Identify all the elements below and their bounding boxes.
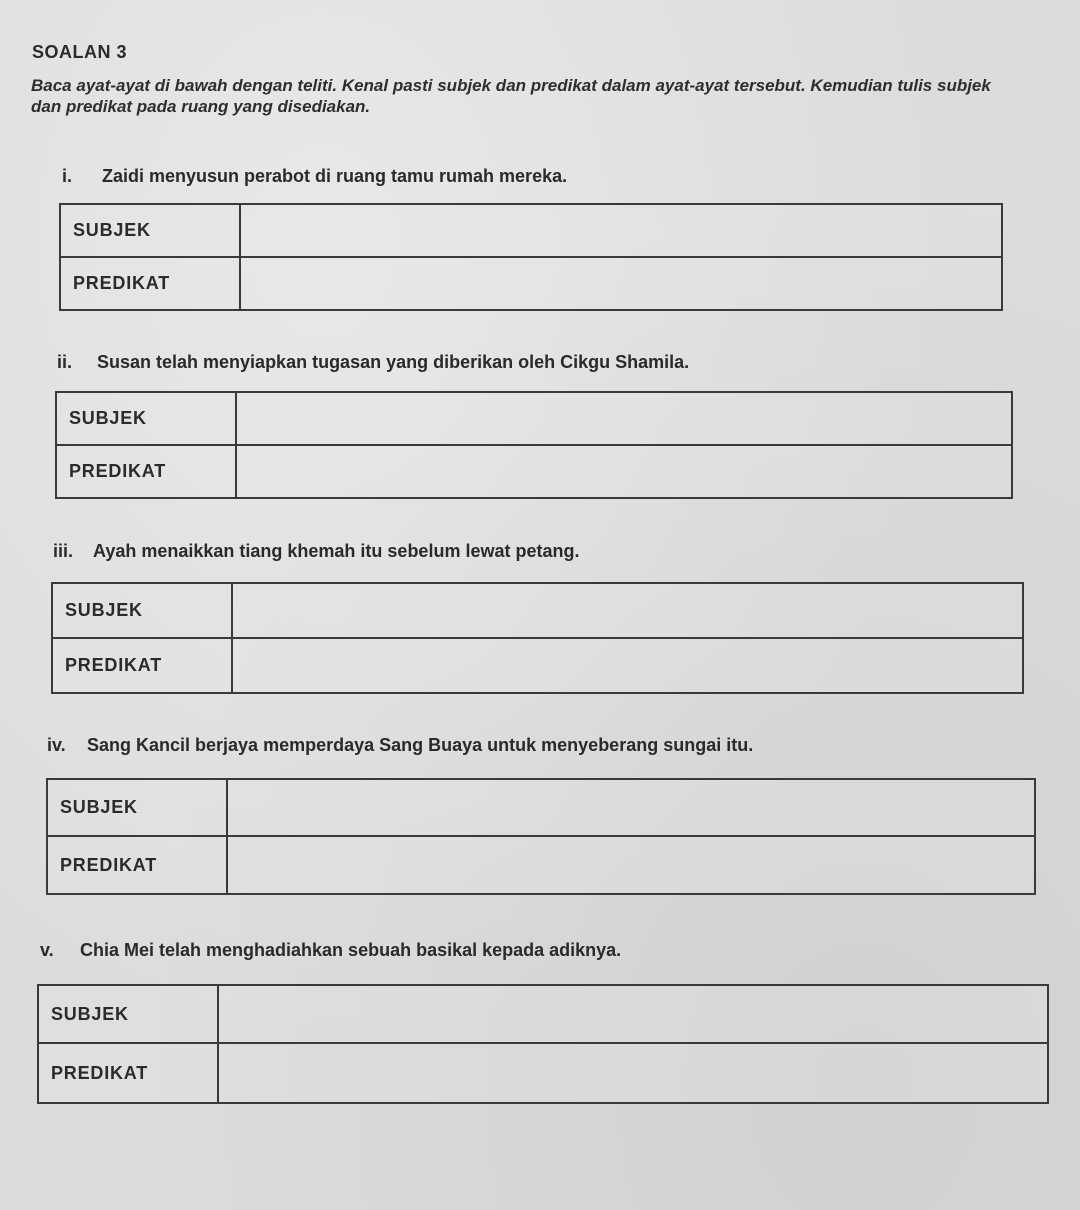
answer-table-2 <box>55 391 1013 499</box>
question-5 <box>40 940 621 961</box>
answer-table-1 <box>59 203 1003 311</box>
page-title: SOALAN 3 <box>32 42 128 62</box>
question-sentence: Chia Mei telah menghadiahkan sebuah basikal kepada adiknya. <box>80 940 622 960</box>
question-number: ii. <box>57 352 73 372</box>
question-sentence: Susan telah menyiapkan tugasan yang diberikan oleh Cikgu Shamila. <box>97 352 690 372</box>
question-4 <box>47 735 753 756</box>
predicate-answer-field[interactable] <box>236 445 1012 498</box>
answer-table-3 <box>51 582 1024 694</box>
subject-label: SUBJEK <box>47 779 227 836</box>
predicate-label: PREDIKAT <box>47 836 227 894</box>
subject-answer-field[interactable] <box>218 985 1048 1043</box>
question-2 <box>57 352 689 373</box>
predicate-answer-field[interactable] <box>232 638 1023 693</box>
question-number: iv. <box>47 735 66 755</box>
predicate-answer-field[interactable] <box>227 836 1035 894</box>
subject-answer-field[interactable] <box>240 204 1002 257</box>
predicate-answer-field[interactable] <box>240 257 1002 310</box>
question-3 <box>53 541 579 562</box>
question-sentence: Ayah menaikkan tiang khemah itu sebelum lewat petang. <box>93 541 580 561</box>
question-1 <box>62 166 567 187</box>
subject-label: SUBJEK <box>38 985 218 1043</box>
subject-label: SUBJEK <box>60 204 240 257</box>
predicate-label: PREDIKAT <box>56 445 236 498</box>
predicate-label: PREDIKAT <box>60 257 240 310</box>
predicate-label: PREDIKAT <box>52 638 232 693</box>
question-number: iii. <box>53 541 74 561</box>
subject-answer-field[interactable] <box>232 583 1023 638</box>
answer-table-4 <box>46 778 1036 895</box>
question-sentence: Zaidi menyusun perabot di ruang tamu rumah mereka. <box>102 166 568 186</box>
subject-label: SUBJEK <box>56 392 236 445</box>
subject-label: SUBJEK <box>52 583 232 638</box>
instructions: Baca ayat-ayat di bawah dengan teliti. Kenal pasti subjek dan predikat dalam ayat-ayat tersebut. Kemudian tulis subjek dan predikat pada ruang yang disediakan. <box>31 76 991 116</box>
answer-table-5 <box>37 984 1049 1104</box>
subject-answer-field[interactable] <box>236 392 1012 445</box>
predicate-answer-field[interactable] <box>218 1043 1048 1103</box>
question-number: i. <box>62 166 73 186</box>
predicate-label: PREDIKAT <box>38 1043 218 1103</box>
question-sentence: Sang Kancil berjaya memperdaya Sang Buaya untuk menyeberang sungai itu. <box>87 735 754 755</box>
subject-answer-field[interactable] <box>227 779 1035 836</box>
question-number: v. <box>40 940 54 960</box>
